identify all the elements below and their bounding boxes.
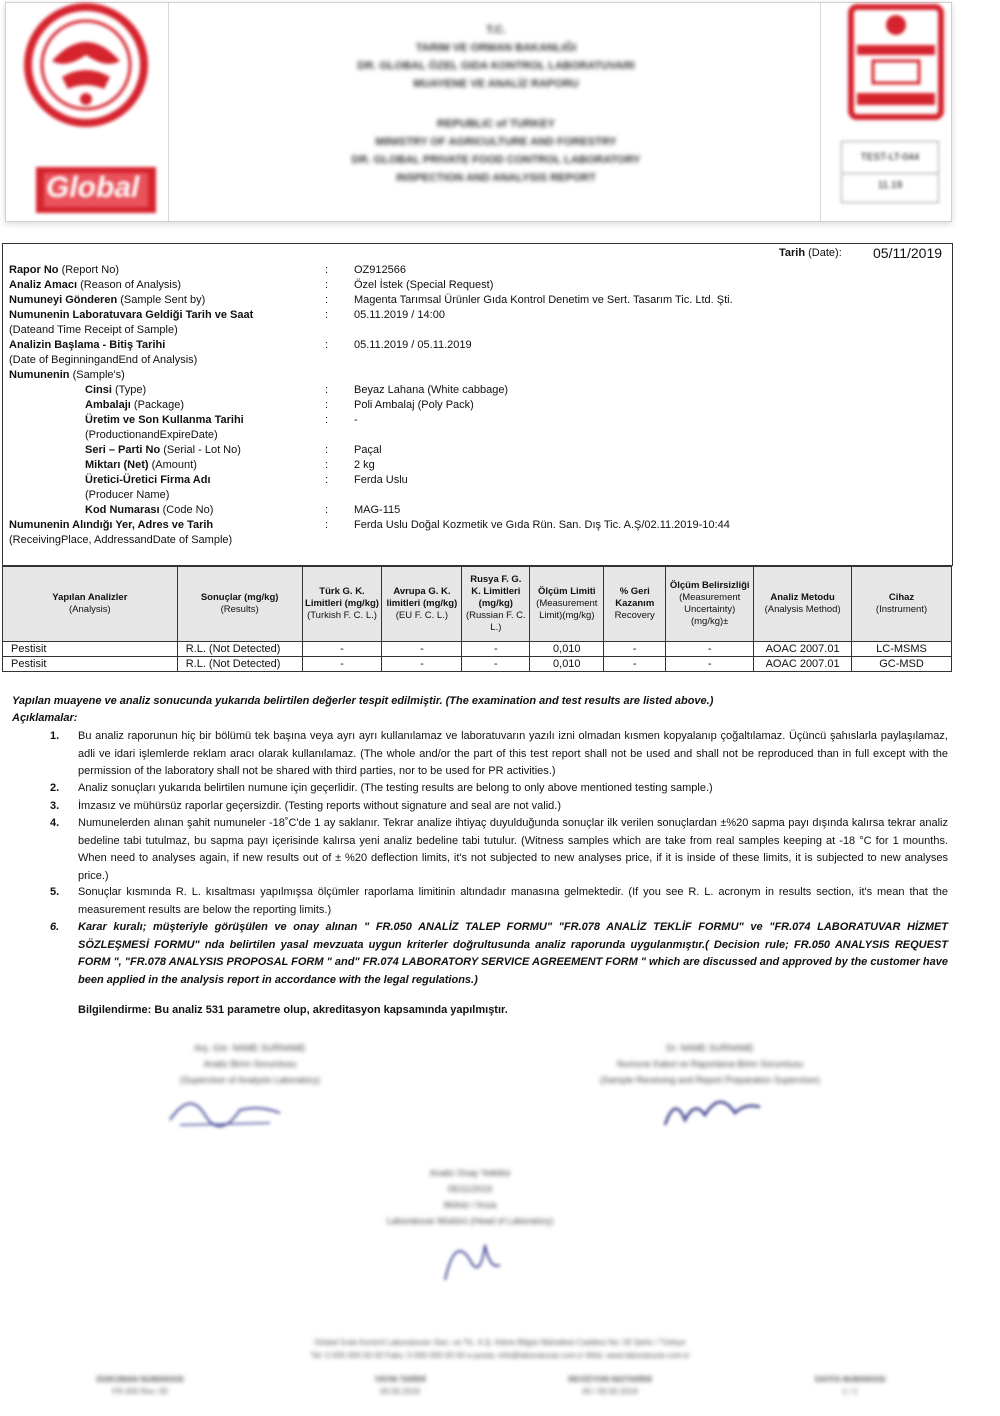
column-header: [3, 567, 178, 642]
signatory-title: Laboratuvar Müdürü (Head of Laboratory): [386, 1216, 554, 1226]
table-cell: Pestisit: [3, 642, 178, 657]
right-signatory: [560, 1040, 860, 1088]
field-label-tr: Rapor No: [9, 264, 59, 276]
column-header-en: (Analysis Method): [764, 604, 841, 615]
accreditation-cell: [820, 3, 951, 221]
signatory-name: Arş. Gör. NAME SURNAME: [194, 1043, 306, 1053]
field-label-tr: Analizin Başlama - Bitiş Tarihi: [9, 339, 166, 351]
footer-line: Tel: 0 000 000 00 00 Faks: 0 000 000 00 00 e-posta: info@laboratuvar.com.tr Web: www.laboratuvar.com.tr: [310, 1351, 690, 1360]
info-line: Bilgilendirme: Bu analiz 531 parametre olup, akreditasyon kapsamında yapılmıştır.: [78, 1004, 508, 1016]
header-line: MUAYENE VE ANALİZ RAPORU: [413, 78, 579, 90]
table-cell: -: [302, 657, 382, 672]
column-header-en: (Measurement Limit)(mg/kg): [536, 598, 598, 621]
column-header-en: (Analysis): [69, 604, 111, 615]
field-label-tr: Numunenin Alındığı Yer, Adres ve Tarih: [9, 519, 214, 531]
column-header-en: (EU F. C. L.): [395, 610, 449, 621]
table-cell: R.L. (Not Detected): [177, 657, 302, 672]
field-label-tr: Numunenin: [9, 369, 70, 381]
field-label-en: (ProductionandExpireDate): [85, 429, 218, 441]
signatory-title: Analiz Birim Sorumlusu: [203, 1059, 297, 1069]
note-number: 1.: [50, 730, 60, 742]
field-label-tr: Miktarı (Net): [85, 459, 149, 471]
column-header: [604, 567, 666, 642]
field-colon: :: [325, 474, 329, 486]
column-header-tr: Türk G. K. Limitleri (mg/kg): [305, 586, 379, 609]
table-cell: -: [604, 642, 666, 657]
table-header-row: [3, 567, 952, 642]
signatory-title-en: (Sample Receiving and Report Preparation Supervisor): [599, 1075, 821, 1085]
field-label-en: (Code No): [162, 504, 214, 516]
table-cell: GC-MSD: [852, 657, 952, 672]
table-cell: -: [604, 657, 666, 672]
note-number: 5.: [50, 886, 60, 898]
header-line: DR. GLOBAL PRIVATE FOOD CONTROL LABORATORY: [351, 154, 641, 166]
footer-code-label: YAYIN TARİHİ: [374, 1375, 426, 1384]
table-row: [3, 642, 952, 657]
column-header-tr: % Geri Kazanım: [615, 586, 655, 609]
field-label: [9, 308, 253, 338]
column-header-tr: Cihaz: [888, 592, 915, 603]
note-number: 2.: [50, 782, 60, 794]
signatory-title-en: (Supervisor of Analysis Laboratory): [179, 1075, 321, 1085]
field-label-tr: Numunenin Laboratuvara Geldiği Tarih ve Saat: [9, 309, 254, 321]
header-line: TARIM VE ORMAN BAKANLIĞI: [415, 42, 577, 54]
field-label-tr: Analiz Amacı: [9, 279, 78, 291]
note-text: İmzasız ve mühürsüz raporlar geçersizdir. (Testing reports without signature and seal are not valid.): [78, 800, 561, 812]
column-header-tr: Ölçüm Limiti: [538, 586, 596, 597]
footer-code: [780, 1374, 920, 1398]
center-signature-icon: [425, 1230, 515, 1290]
field-label: [85, 503, 213, 518]
field-label: [9, 518, 232, 548]
field-value: Ferda Uslu: [354, 474, 408, 486]
column-header-en: (Turkish F. C. L.): [307, 610, 377, 621]
notes-title: Açıklamalar:: [12, 712, 78, 724]
field-colon: :: [325, 309, 329, 321]
signatory-date: 05/11/2019: [447, 1184, 493, 1194]
note-text: Bu analiz raporunun hiç bir bölümü tek başına veya ayrı ayrı kullanılamaz ve laboratuvarın yazılı izni olmadan kısmen kopyalanıp çoğaltılamaz. Üçüncü şahıslarla paylaşılamaz, adli ve idari işlemlerde reklam aracı olarak kullanılamaz. (The whole and/or the part of this test report shall not be used and shall not be reproduced than in full except with the permission of the laboratory shall not be shared with third parties, nor to be used for PR activities.): [78, 730, 948, 777]
global-logo-text: Global: [46, 171, 140, 204]
ministry-logo-cell: [6, 3, 169, 221]
field-label-en: (Package): [133, 399, 185, 411]
left-signatory: [120, 1040, 380, 1088]
date-label: Tarih (Date):: [779, 247, 842, 259]
field-colon: :: [325, 444, 329, 456]
column-header: [530, 567, 604, 642]
field-value: MAG-115: [354, 504, 401, 516]
header-title-en: [176, 115, 816, 187]
signatory-name: Dr. NAME SURNAME: [666, 1043, 754, 1053]
column-header: [852, 567, 952, 642]
report-date: 05/11/2019: [873, 245, 943, 261]
column-header: [754, 567, 852, 642]
column-header-tr: Ölçüm Belirsizliği: [669, 580, 750, 591]
accreditation-rev: 11.19: [842, 173, 938, 191]
column-header: [462, 567, 530, 642]
table-cell: -: [302, 642, 382, 657]
table-cell: -: [382, 657, 462, 672]
field-label-en: (Date of BeginningandEnd of Analysis): [9, 354, 198, 366]
field-label-tr: Üretici-Üretici Firma Adı: [85, 474, 211, 486]
field-colon: :: [325, 339, 329, 351]
field-value: Paçal: [354, 444, 382, 456]
column-header: [666, 567, 754, 642]
center-signatory: [340, 1165, 600, 1229]
table-cell: R.L. (Not Detected): [177, 642, 302, 657]
accreditation-box: [841, 141, 939, 203]
report-header: [5, 2, 952, 222]
footer-code-value: 00 / 00.00.2019: [582, 1387, 638, 1396]
note-text: Karar kuralı; müşteriyle görüşülen ve onay alınan " FR.050 ANALİZ TALEP FORMU" "FR.078 ANALİZ TEKLİF FORMU" ve "FR.074 LABORATUVAR HİZMET SÖZLEŞMESİ FORMU" nda belirtilen yasal mevzuata uygun kriterler doğrultusunda analiz raporunda uygulanmıştır.( Decision rule; FR.050 ANALYSIS REQUEST FORM ", "FR.078 ANALYSIS PROPOSAL FORM " and" FR.074 LABORATORY SERVICE AGREEMENT FORM " which are discussed and approved by the customer have been applied in the analysis report in accordance with the legal regulations.): [78, 921, 948, 986]
note-number: 6.: [50, 921, 60, 933]
field-label: [9, 293, 205, 308]
table-cell: -: [462, 657, 530, 672]
footer-code-label: DOKÜMAN NUMARASI: [96, 1375, 184, 1384]
field-value: Magenta Tarımsal Ürünler Gıda Kontrol Denetim ve Sert. Tasarım Tic. Ltd. Şti.: [354, 294, 733, 306]
signatory-title: Numune Kabul ve Raporlama Birim Sorumlusu: [616, 1059, 804, 1069]
column-header-tr: Analiz Metodu: [770, 592, 835, 603]
field-label-en: (Dateand Time Receipt of Sample): [9, 324, 178, 336]
field-label-en: (Serial - Lot No): [163, 444, 241, 456]
accreditation-seal-icon: [821, 3, 951, 133]
field-value: Özel İstek (Special Request): [354, 279, 494, 291]
table-cell: AOAC 2007.01: [754, 657, 852, 672]
field-label-en: (Amount): [151, 459, 197, 471]
field-colon: :: [325, 279, 329, 291]
table-cell: AOAC 2007.01: [754, 642, 852, 657]
column-header: [177, 567, 302, 642]
field-label-en: (Producer Name): [85, 489, 170, 501]
field-colon: :: [325, 414, 329, 426]
footer-code-value: 00.00.2019: [379, 1387, 421, 1396]
field-label-tr: Seri – Parti No: [85, 444, 161, 456]
note-text: Sonuçlar kısmında R. L. kısaltması yapılmışsa ölçümler raporlama limitinin altındadır manasına gelmektedir. (If you see R. L. acronym in results section, it's mean that the measurement results are below the reporting limits.): [78, 886, 948, 916]
footer-code-value: 1 / 1: [842, 1387, 858, 1396]
header-line: INSPECTION AND ANALYSIS REPORT: [396, 172, 596, 184]
table-cell: -: [462, 642, 530, 657]
header-line: REPUBLIC of TURKEY: [437, 118, 555, 130]
column-header-tr: Rusya F. G. K. Limitleri (mg/kg): [470, 574, 522, 609]
results-table: [2, 566, 952, 672]
field-label: [85, 473, 211, 503]
header-line: T.C.: [486, 24, 506, 36]
field-label-en: (ReceivingPlace, AddressandDate of Sample): [9, 534, 233, 546]
column-header-en: Recovery: [614, 610, 655, 621]
field-label: [9, 338, 197, 368]
field-colon: :: [325, 294, 329, 306]
field-label-en: (Sample's): [72, 369, 125, 381]
footer-code-label: SAYFA NUMARASI: [814, 1375, 886, 1384]
footer-address: [170, 1336, 830, 1362]
field-colon: :: [325, 399, 329, 411]
field-value: 05.11.2019 / 14:00: [354, 309, 445, 321]
field-label-en: (Type): [114, 384, 147, 396]
field-label-tr: Cinsi: [85, 384, 112, 396]
header-title-tr: [176, 21, 816, 93]
table-cell: -: [666, 657, 754, 672]
field-label: [85, 458, 197, 473]
column-header-en: (Measurement Uncertainty)(mg/kg)±: [679, 592, 741, 627]
field-label-tr: Ambalajı: [85, 399, 131, 411]
field-colon: :: [325, 459, 329, 471]
field-value: Beyaz Lahana (White cabbage): [354, 384, 509, 396]
table-cell: 0,010: [530, 657, 604, 672]
column-header-en: (Instrument): [875, 604, 928, 615]
accreditation-code: TEST-LT-044: [860, 152, 920, 163]
table-cell: 0,010: [530, 642, 604, 657]
footer-code-label: REVİZYON NO/TARİHİ: [568, 1375, 652, 1384]
column-header-tr: Yapılan Analizler: [52, 592, 128, 603]
field-label: [9, 278, 181, 293]
footer-code: [70, 1374, 210, 1398]
note-number: 4.: [50, 817, 60, 829]
field-label-en: (Reason of Analysis): [80, 279, 182, 291]
column-header-tr: Avrupa G. K. limitleri (mg/kg): [386, 586, 458, 609]
field-label-en: (Sample Sent by): [120, 294, 206, 306]
footer-code: [540, 1374, 680, 1398]
field-label-tr: Üretim ve Son Kullanma Tarihi: [85, 414, 244, 426]
footer-code-value: FR.000 Rev. 00: [112, 1387, 168, 1396]
right-signature-icon: [650, 1085, 780, 1135]
field-label: [9, 263, 119, 278]
left-signature-icon: [160, 1085, 300, 1135]
note-text: Numunelerden alınan şahit numuneler -18˚C'de 1 ay saklanır. Tekrar analize ihtiyaç duyulduğunda sonuçlar ilk verilen sonuçlardan ±%20 sapma payı dışında kalırsa tekrar analiz bedeline tabi tutulmaz, bu sapma payı içerisinde kalırsa yeni analiz bedeline tabi tutulur. (Witness samples which are take from real samples keeping at -18 °C for 1 mounths. When need to analyses again, if new results out of ± %20 deflection limits, it's not subjected to new analyses price, if it is inside of these limits, it is subjected to new analyses price.): [78, 817, 948, 882]
column-header: [302, 567, 382, 642]
table-cell: Pestisit: [3, 657, 178, 672]
table-row: [3, 657, 952, 672]
field-colon: :: [325, 519, 329, 531]
field-label: [85, 443, 241, 458]
signatory-name: Analiz Onay Yetkilisi: [429, 1168, 511, 1178]
field-value: OZ912566: [354, 264, 406, 276]
header-line: DR. GLOBAL ÖZEL GIDA KONTROL LABORATUVARI: [357, 60, 635, 72]
column-header-tr: Sonuçlar (mg/kg): [200, 592, 279, 603]
field-value: 2 kg: [354, 459, 375, 471]
table-cell: -: [382, 642, 462, 657]
field-value: -: [354, 414, 358, 426]
column-header: [382, 567, 462, 642]
table-cell: -: [666, 642, 754, 657]
field-colon: :: [325, 384, 329, 396]
column-header-en: (Russian F. C. L.): [466, 610, 526, 633]
signatory-seal: Mühür / İmza: [443, 1200, 497, 1210]
column-header-en: (Results): [220, 604, 259, 615]
field-label: [9, 368, 125, 383]
field-colon: :: [325, 504, 329, 516]
footer-code: [330, 1374, 470, 1398]
field-label-en: (Report No): [61, 264, 120, 276]
table-body: [3, 642, 952, 672]
field-label-tr: Numuneyi Gönderen: [9, 294, 118, 306]
field-label: [85, 413, 244, 443]
field-value: Poli Ambalaj (Poly Pack): [354, 399, 474, 411]
field-label: [85, 383, 146, 398]
table-cell: LC-MSMS: [852, 642, 952, 657]
note-number: 3.: [50, 800, 60, 812]
field-value: Ferda Uslu Doğal Kozmetik ve Gıda Rün. San. Dış Tic. A.Ş/02.11.2019-10:44: [354, 519, 730, 531]
field-value: 05.11.2019 / 05.11.2019: [354, 339, 472, 351]
field-colon: :: [325, 264, 329, 276]
note-text: Analiz sonuçları yukarıda belirtilen numune için geçerlidir. (The testing results are belong to only above mentioned testing sample.): [78, 782, 713, 794]
footer-line: Global Gıda Kontrol Laboratuvarı San. ve Tic. A.Ş. Adres Bilgisi Mahallesi Caddesi No: 00 Şehir / Türkiye: [314, 1338, 686, 1347]
field-label-tr: Kod Numarası: [85, 504, 160, 516]
field-label: [85, 398, 184, 413]
header-line: MINISTRY OF AGRICULTURE AND FORESTRY: [375, 136, 617, 148]
summary-text: Yapılan muayene ve analiz sonucunda yukarıda belirtilen değerler tespit edilmiştir. (The examination and test results are listed above.): [12, 695, 714, 707]
